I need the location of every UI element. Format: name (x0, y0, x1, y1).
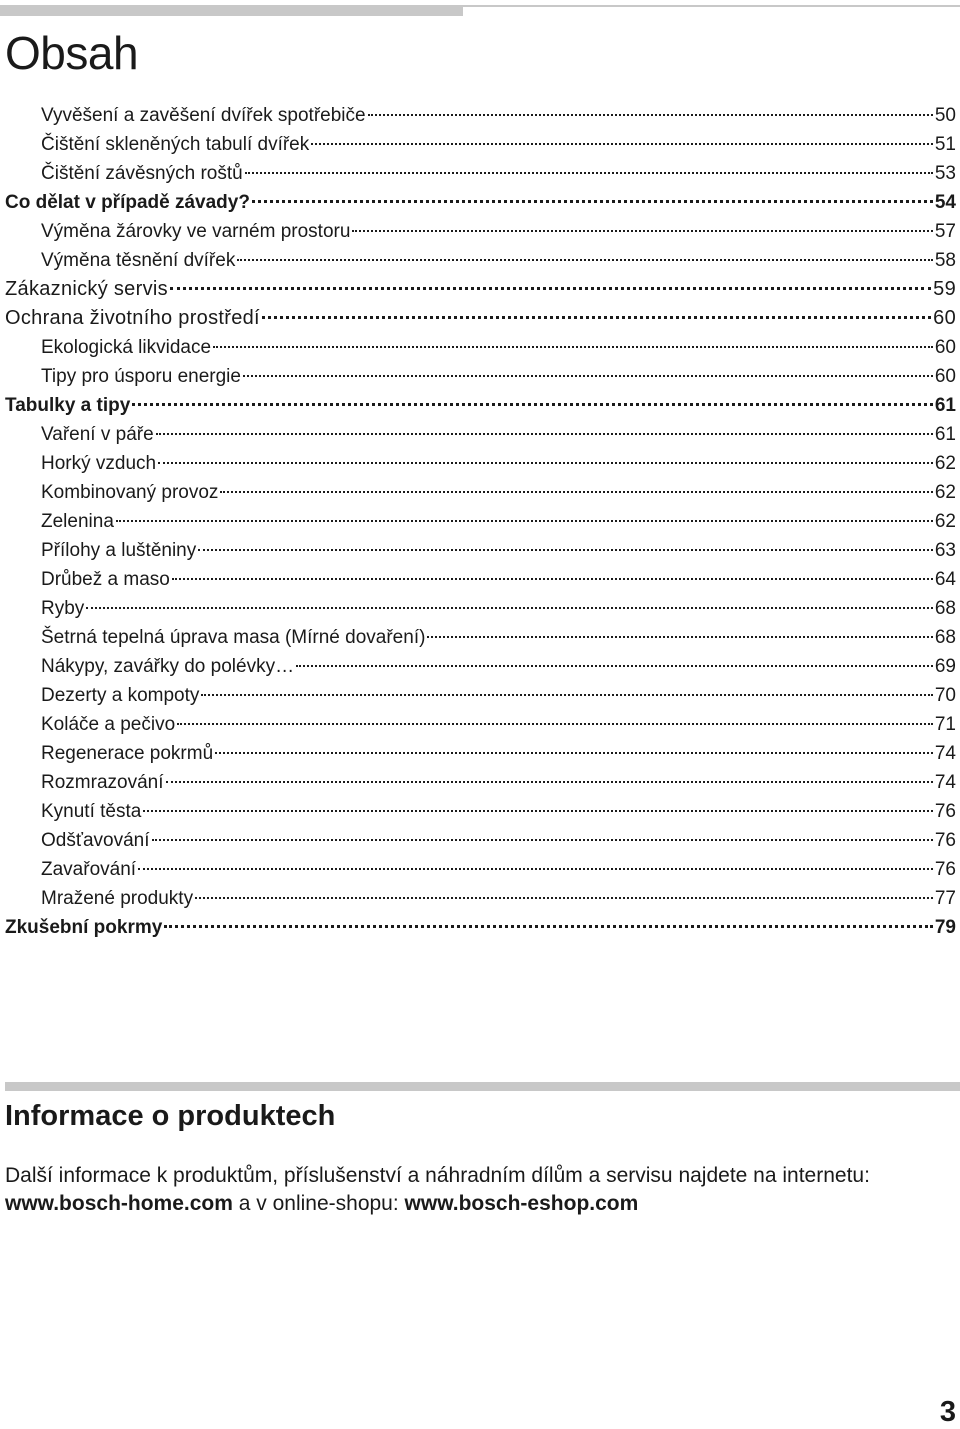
toc-entry[interactable] (0, 362, 960, 391)
toc-entry-title: Dezerty a kompoty (41, 685, 200, 706)
toc-entry-page: 59 (933, 278, 956, 300)
toc-entry-page: 62 (934, 482, 956, 503)
toc-entry[interactable] (0, 449, 960, 478)
toc-dot-leader (156, 433, 933, 435)
toc-entry-title: Ochrana životního prostředí (5, 307, 260, 329)
toc-section-entry[interactable] (0, 391, 960, 420)
toc-dot-leader (352, 230, 932, 232)
toc-entry[interactable] (0, 217, 960, 246)
toc-entry-page: 79 (934, 917, 956, 938)
toc-dot-leader (152, 839, 933, 841)
toc-entry-page: 71 (934, 714, 956, 735)
toc-entry-title: Přílohy a luštěniny (41, 540, 197, 561)
toc-entry[interactable] (0, 130, 960, 159)
product-info-text: Další informace k produktům, příslušenství a náhradním dílům a servisu najdete na internetu: (5, 1164, 870, 1187)
section-divider (5, 1082, 960, 1091)
toc-entry-title: Horký vzduch (41, 453, 157, 474)
toc-dot-leader (220, 491, 932, 493)
page-number: 3 (939, 1396, 956, 1428)
toc-entry[interactable] (0, 333, 960, 362)
toc-entry[interactable] (0, 768, 960, 797)
toc-dot-leader (368, 114, 933, 116)
toc-entry-page: 62 (934, 453, 956, 474)
toc-entry-title: Vaření v páře (41, 424, 154, 445)
toc-entry-title: Regenerace pokrmů (41, 743, 214, 764)
toc-entry-title: Čištění skleněných tabulí dvířek (41, 134, 310, 155)
toc-dot-leader (262, 316, 931, 319)
toc-dot-leader (311, 143, 933, 145)
bosch-home-link[interactable]: www.bosch-home.com (5, 1192, 233, 1215)
toc-dot-leader (252, 200, 933, 203)
toc-entry-title: Tipy pro úsporu energie (41, 366, 241, 387)
toc-entry[interactable] (0, 739, 960, 768)
toc-dot-leader (132, 403, 933, 406)
toc-entry-page: 76 (934, 859, 956, 880)
toc-entry[interactable] (0, 623, 960, 652)
toc-entry-title: Co dělat v případě závady? (5, 192, 250, 213)
toc-entry-page: 51 (934, 134, 956, 155)
toc-entry-page: 69 (934, 656, 956, 677)
toc-entry-title: Zákaznický servis (5, 278, 168, 300)
toc-entry[interactable] (0, 536, 960, 565)
product-info-paragraph (5, 1162, 935, 1218)
toc-dot-leader (177, 723, 933, 725)
toc-entry[interactable] (0, 420, 960, 449)
toc-entry[interactable] (0, 594, 960, 623)
toc-dot-leader (143, 810, 933, 812)
toc-dot-leader (198, 549, 933, 551)
toc-entry-title: Šetrná tepelná úprava masa (Mírné dovaření) (41, 627, 426, 648)
toc-dot-leader (170, 287, 931, 290)
toc-entry-title: Zkušební pokrmy (5, 917, 163, 938)
product-info-heading: Informace o produktech (5, 1100, 336, 1132)
toc-entry[interactable] (0, 565, 960, 594)
toc-entry-page: 68 (934, 598, 956, 619)
toc-section-entry[interactable] (0, 913, 960, 942)
toc-entry[interactable] (0, 826, 960, 855)
toc-dot-leader (243, 375, 933, 377)
toc-entry-page: 50 (934, 105, 956, 126)
toc-entry[interactable] (0, 159, 960, 188)
toc-section-entry[interactable] (0, 275, 960, 304)
toc-entry-title: Ekologická likvidace (41, 337, 212, 358)
toc-entry-page: 53 (934, 163, 956, 184)
toc-dot-leader (296, 665, 933, 667)
toc-entry[interactable] (0, 710, 960, 739)
toc-entry-page: 77 (934, 888, 956, 909)
toc-entry-page: 61 (934, 424, 956, 445)
toc-entry-title: Drůbež a maso (41, 569, 170, 590)
page-title: Obsah (5, 27, 139, 79)
toc-dot-leader (172, 578, 933, 580)
toc-entry-title: Koláče a pečivo (41, 714, 176, 735)
toc-dot-leader (116, 520, 933, 522)
toc-entry-page: 60 (934, 337, 956, 358)
toc-dot-leader (245, 172, 933, 174)
toc-dot-leader (427, 636, 932, 638)
toc-entry-page: 60 (933, 307, 956, 329)
toc-entry-title: Mražené produkty (41, 888, 194, 909)
toc-entry-page: 60 (934, 366, 956, 387)
toc-entry[interactable] (0, 797, 960, 826)
toc-dot-leader (164, 925, 933, 928)
toc-entry-page: 76 (934, 830, 956, 851)
toc-dot-leader (201, 694, 932, 696)
toc-section-entry[interactable] (0, 304, 960, 333)
toc-dot-leader (237, 259, 933, 261)
toc-entry-page: 74 (934, 772, 956, 793)
toc-entry-title: Odšťavování (41, 830, 150, 851)
toc-entry-title: Tabulky a tipy (5, 395, 131, 416)
toc-entry[interactable] (0, 855, 960, 884)
toc-entry-page: 68 (934, 627, 956, 648)
toc-entry-page: 57 (934, 221, 956, 242)
toc-entry[interactable] (0, 101, 960, 130)
toc-entry-title: Čištění závěsných roštů (41, 163, 243, 184)
toc-entry-title: Nákypy, zavářky do polévky… (41, 656, 295, 677)
toc-entry[interactable] (0, 884, 960, 913)
toc-entry-title: Kombinovaný provoz (41, 482, 219, 503)
toc-entry-page: 76 (934, 801, 956, 822)
toc-dot-leader (195, 897, 933, 899)
toc-entry-page: 74 (934, 743, 956, 764)
toc-entry-page: 54 (934, 192, 956, 213)
toc-section-entry[interactable] (0, 188, 960, 217)
toc-entry[interactable] (0, 246, 960, 275)
toc-entry-page: 62 (934, 511, 956, 532)
top-decorative-bar (0, 5, 463, 16)
toc-entry-title: Kynutí těsta (41, 801, 142, 822)
toc-dot-leader (86, 607, 933, 609)
toc-entry-page: 70 (934, 685, 956, 706)
toc-entry[interactable] (0, 681, 960, 710)
toc-entry-page: 58 (934, 250, 956, 271)
toc-entry-title: Vyvěšení a zavěšení dvířek spotřebiče (41, 105, 366, 126)
toc-dot-leader (166, 781, 933, 783)
toc-entry-title: Ryby (41, 598, 85, 619)
toc-entry[interactable] (0, 478, 960, 507)
toc-entry-page: 63 (934, 540, 956, 561)
top-decorative-rule (463, 5, 960, 7)
toc-entry-title: Zavařování (41, 859, 137, 880)
toc-entry[interactable] (0, 507, 960, 536)
toc-dot-leader (215, 752, 933, 754)
bosch-eshop-link[interactable]: www.bosch-eshop.com (404, 1192, 639, 1215)
toc-dot-leader (158, 462, 933, 464)
toc-dot-leader (213, 346, 933, 348)
toc-entry[interactable] (0, 652, 960, 681)
product-info-text-middle: a v online-shopu: (232, 1192, 405, 1215)
toc-entry-page: 64 (934, 569, 956, 590)
toc-entry-title: Zelenina (41, 511, 114, 532)
toc-entry-title: Výměna žárovky ve varném prostoru (41, 221, 351, 242)
toc-entry-title: Rozmrazování (41, 772, 164, 793)
toc-dot-leader (138, 868, 933, 870)
toc-entry-page: 61 (934, 395, 956, 416)
table-of-contents (0, 101, 960, 942)
toc-entry-title: Výměna těsnění dvířek (41, 250, 236, 271)
